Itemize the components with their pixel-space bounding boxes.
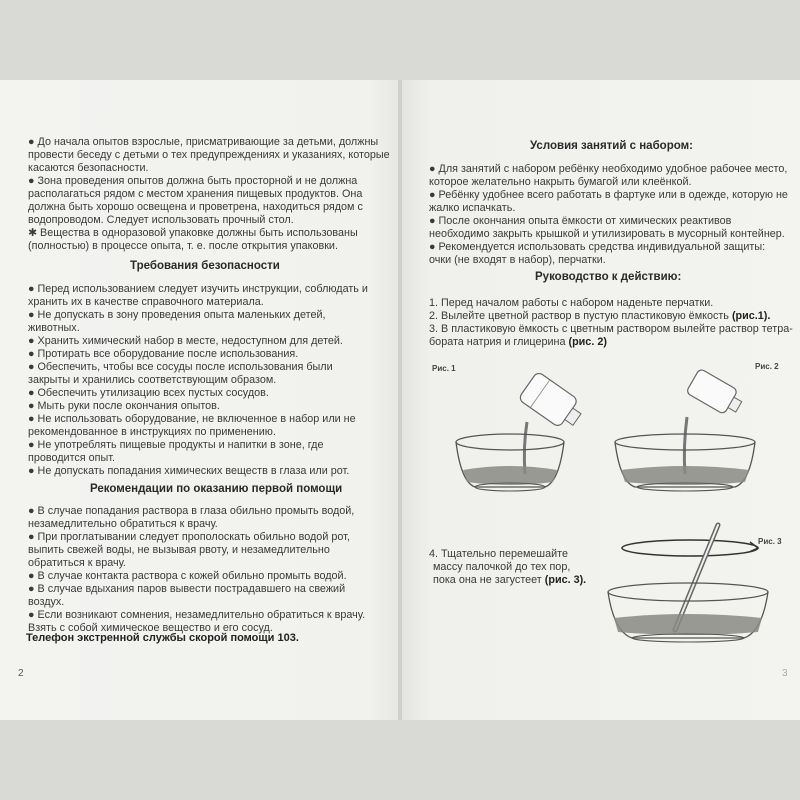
first-aid-line: ● Если возникают сомнения, незамедлительно обратиться к врачу. [28, 609, 366, 621]
safety-line: ● Не допускать попадания химических веществ в глаза или рот. [28, 465, 350, 477]
conditions-line: ● После окончания опыта ёмкости от химических реактивов [429, 215, 732, 227]
figure-1-illustration [455, 362, 595, 502]
intro-line: ● До начала опытов взрослые, присматривающие за детьми, должны [28, 136, 379, 148]
conditions-line: ● Рекомендуется использовать средства индивидуальной защиты: [429, 241, 766, 253]
step-4-line-1: 4. Тщательно перемешайте [429, 548, 568, 560]
figure-3-label: Рис. 3 [758, 537, 782, 546]
figure-3-illustration [600, 520, 780, 650]
safety-line: хранить их в качестве справочного материала. [28, 296, 264, 308]
intro-line: располагаться рядом с местом хранения пищевых продуктов. Она [28, 188, 363, 200]
first-aid-line: ● В случае вдыхания паров вывести пострадавшего на свежий [28, 583, 346, 595]
guide-heading: Руководство к действию: [535, 271, 682, 283]
first-aid-line: ● При проглатывании следует прополоскать обильно водой рот, [28, 531, 350, 543]
first-aid-line: обратиться к врачу. [28, 557, 126, 569]
first-aid-heading: Рекомендации по оказанию первой помощи [90, 483, 343, 495]
safety-line: животных. [28, 322, 80, 334]
conditions-line: жалко испачкать. [429, 202, 516, 214]
safety-line: закрыты и хранились соответствующим образом. [28, 374, 277, 386]
step-3-line-1: 3. В пластиковую ёмкость с цветным раствором вылейте раствор тетра- [429, 323, 793, 335]
first-aid-line: Взять с собой химическое вещество и его сосуд. [28, 622, 273, 634]
safety-line: ● Не употреблять пищевые продукты и напитки в зоне, где [28, 439, 324, 451]
step-4-line-3: пока она не загустеет (рис. 3). [433, 574, 587, 586]
emergency-phone: Телефон экстренной службы скорой помощи 103. [26, 632, 299, 644]
step-1: 1. Перед началом работы с набором наденьте перчатки. [429, 297, 714, 309]
page-number-right: 3 [782, 668, 788, 679]
first-aid-line: ● В случае контакта раствора с кожей обильно промыть водой. [28, 570, 347, 582]
safety-line: ● Протирать все оборудование после использования. [28, 348, 299, 360]
safety-line: ● Не допускать в зону проведения опыта маленьких детей, [28, 309, 326, 321]
safety-line: ● Мыть руки после окончания опытов. [28, 400, 220, 412]
step-3-line-2: бората натрия и глицерина (рис. 2) [429, 336, 607, 348]
intro-line: водопроводом. Следует использовать прочный стол. [28, 214, 294, 226]
step-4-line-2: массу палочкой до тех пор, [433, 561, 571, 573]
intro-line: (полностью) в процессе опыта, т. е. после открытия упаковки. [28, 240, 338, 252]
figure-2-label: Рис. 2 [755, 362, 779, 371]
figure-2-illustration [605, 362, 765, 502]
intro-line: ● Зона проведения опытов должна быть просторной и не должна [28, 175, 358, 187]
intro-line: ✱ Вещества в одноразовой упаковке должны быть использованы [28, 227, 358, 239]
conditions-line: очки (не входят в набор), перчатки. [429, 254, 606, 266]
safety-line: ● Не использовать оборудование, не включенное в набор или не [28, 413, 356, 425]
step-2: 2. Вылейте цветной раствор в пустую пластиковую ёмкость (рис.1). [429, 310, 771, 322]
safety-line: рекомендованное в инструкциях по применению. [28, 426, 276, 438]
safety-line: ● Обеспечить, чтобы все сосуды после использования были [28, 361, 333, 373]
safety-line: ● Перед использованием следует изучить инструкции, соблюдать и [28, 283, 368, 295]
conditions-line: ● Ребёнку удобнее всего работать в фартуке или в одежде, которую не [429, 189, 788, 201]
first-aid-line: ● В случае попадания раствора в глаза обильно промыть водой, [28, 505, 355, 517]
first-aid-line: незамедлительно обратиться к врачу. [28, 518, 218, 530]
intro-line: провести беседу с детьми о тех предупреждениях и указаниях, которые [28, 149, 390, 161]
safety-heading: Требования безопасности [130, 260, 280, 272]
conditions-line: которое желательно накрыть бумагой или клеёнкой. [429, 176, 692, 188]
first-aid-line: воздух. [28, 596, 65, 608]
figure-1-label: Рис. 1 [432, 364, 456, 373]
intro-line: должна быть хорошо освещена и проветрена, находиться рядом с [28, 201, 363, 213]
first-aid-line: выпить свежей воды, не вызывая рвоту, и незамедлительно [28, 544, 330, 556]
safety-line: проводится опыт. [28, 452, 115, 464]
page-number-left: 2 [18, 668, 24, 679]
conditions-heading: Условия занятий с набором: [530, 140, 693, 152]
intro-line: касаются безопасности. [28, 162, 149, 174]
safety-line: ● Обеспечить утилизацию всех пустых сосудов. [28, 387, 269, 399]
page-fold [398, 80, 402, 720]
safety-line: ● Хранить химический набор в месте, недоступном для детей. [28, 335, 343, 347]
conditions-line: ● Для занятий с набором ребёнку необходимо удобное рабочее место, [429, 163, 788, 175]
conditions-line: необходимо закрыть крышкой и утилизировать в мусорный контейнер. [429, 228, 785, 240]
